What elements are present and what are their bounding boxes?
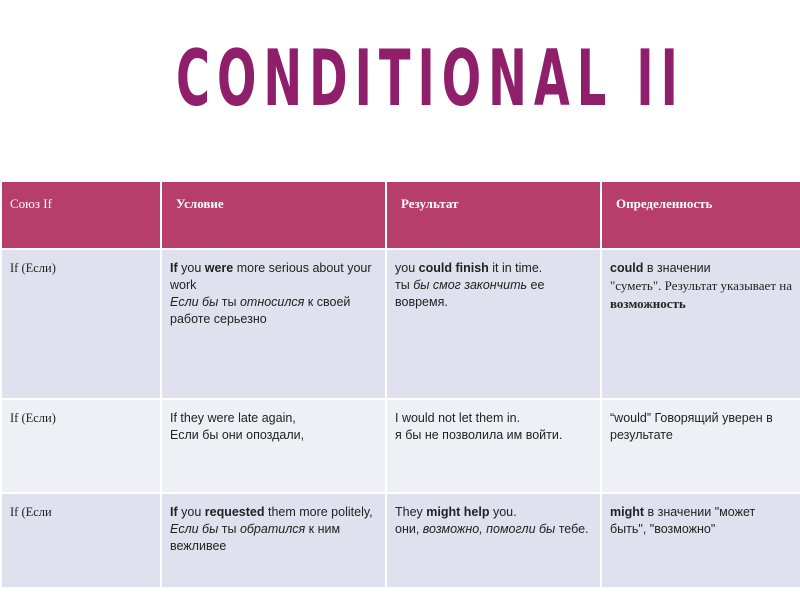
result-english: They might help you. xyxy=(395,505,517,519)
slide-title-text: CONDITIONAL II xyxy=(176,34,685,124)
condition-russian: Если бы ты относился к своей работе серьезно xyxy=(170,295,351,326)
header-condition: Условие xyxy=(161,181,386,249)
table-row xyxy=(1,249,800,399)
cell-conjunction: If (Если) xyxy=(1,249,161,399)
cell-condition xyxy=(161,399,386,493)
cell-certainty: “would” Говорящий уверен в результате xyxy=(601,399,800,493)
result-russian: ты бы смог закончить ее вовремя. xyxy=(395,278,545,309)
cell-conjunction: If (Если xyxy=(1,493,161,588)
result-russian: они, возможно, помогли бы тебе. xyxy=(395,522,589,536)
result-russian: я бы не позволила им войти. xyxy=(395,428,563,442)
cell-result xyxy=(386,249,601,399)
condition-russian: Если бы ты обратился к ним вежливее xyxy=(170,522,341,553)
header-certainty: Определенность xyxy=(601,181,800,249)
result-english: I would not let them in. xyxy=(395,411,521,425)
cell-certainty: could в значении "суметь". Результат указывает на возможность xyxy=(601,249,800,399)
cell-condition xyxy=(161,249,386,399)
slide-title xyxy=(176,34,756,124)
cell-certainty: might в значении "может быть", "возможно" xyxy=(601,493,800,588)
cell-conjunction: If (Если) xyxy=(1,399,161,493)
header-conjunction: Союз If xyxy=(1,181,161,249)
result-english: you could finish it in time. xyxy=(395,261,543,275)
cell-result xyxy=(386,493,601,588)
condition-english: If you requested them more politely, xyxy=(170,505,373,519)
cell-result xyxy=(386,399,601,493)
header-row xyxy=(1,181,800,249)
condition-english: If you were more serious about your work xyxy=(170,261,372,292)
table-row xyxy=(1,493,800,588)
condition-russian: Если бы они опоздали, xyxy=(170,428,305,442)
conditional-table xyxy=(0,180,800,589)
header-result: Результат xyxy=(386,181,601,249)
table-row xyxy=(1,399,800,493)
condition-english: If they were late again, xyxy=(170,411,296,425)
cell-condition xyxy=(161,493,386,588)
